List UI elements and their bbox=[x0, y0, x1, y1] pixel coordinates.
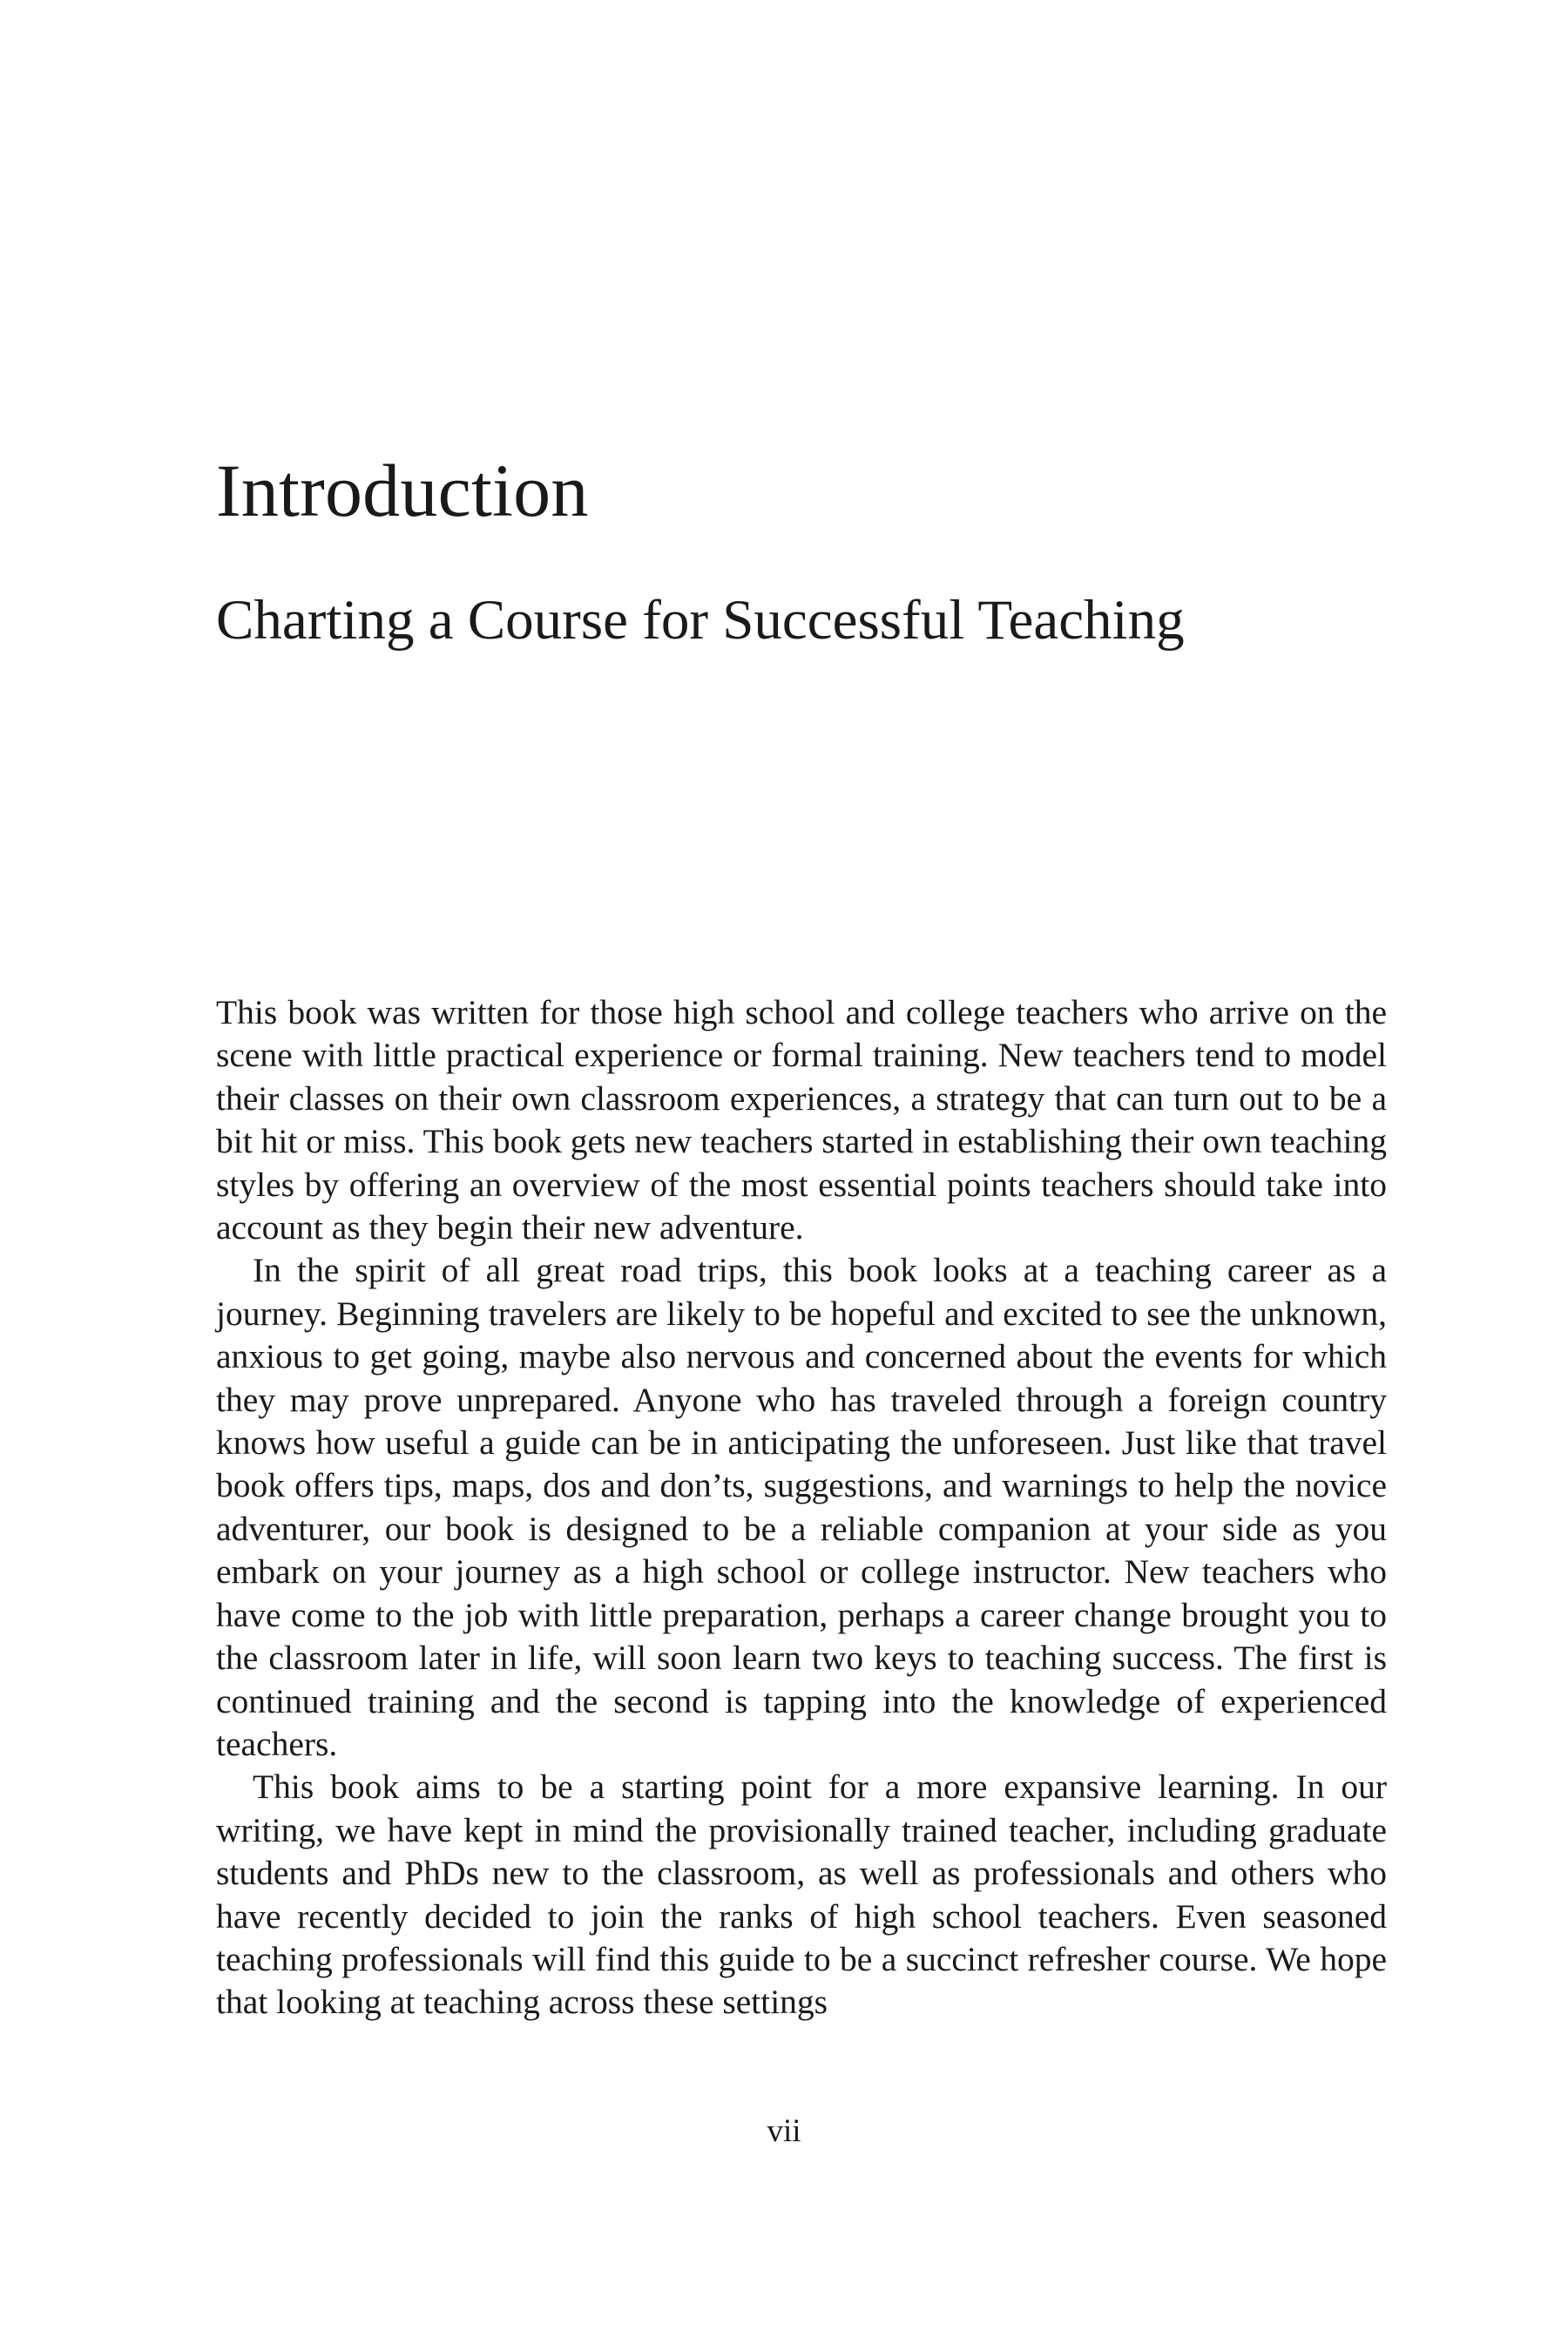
chapter-title: Introduction bbox=[216, 449, 589, 532]
chapter-subtitle: Charting a Course for Successful Teaching bbox=[216, 589, 1185, 652]
paragraph: In the spirit of all great road trips, this book looks at a teaching career as a journey. Beginning travelers are likely to be hopeful and excited to see the unknown, anxious to get going, maybe also nervous and concerned about the events for which they may prove unprepared. Anyone who has traveled through a foreign country knows how useful a guide can be in anticipating the unforeseen. Just like that travel book offers tips, maps, dos and don’ts, suggestions, and warnings to help the novice adventurer, our book is designed to be a reliable companion at your side as you embark on your journey as a high school or college instructor. New teachers who have come to the job with little preparation, perhaps a career change brought you to the classroom later in life, will soon learn two keys to teaching success. The first is continued training and the second is tapping into the knowledge of experienced teachers. bbox=[216, 1251, 1387, 1763]
paragraph: This book was written for those high school and college teachers who arrive on the scene with little practical experience or formal training. New teachers tend to model their classes on their own classroom experiences, a strategy that can turn out to be a bit hit or miss. This book gets new teachers started in establishing their own teaching styles by offering an overview of the most essential points teachers should take into account as they begin their new adventure. bbox=[216, 993, 1387, 1247]
page-number: vii bbox=[767, 2113, 801, 2149]
paragraph: This book aims to be a starting point for a more expansive learning. In our writing, we have kept in mind the provisionally trained teacher, including graduate students and PhDs new to the classroom, as well as professionals and others who have recently decided to join the ranks of high school teachers. Even seasoned teaching professionals will find this guide to be a succinct refresher course. We hope that looking at teaching across these settings bbox=[216, 1767, 1387, 2022]
body-text bbox=[216, 991, 1387, 2024]
